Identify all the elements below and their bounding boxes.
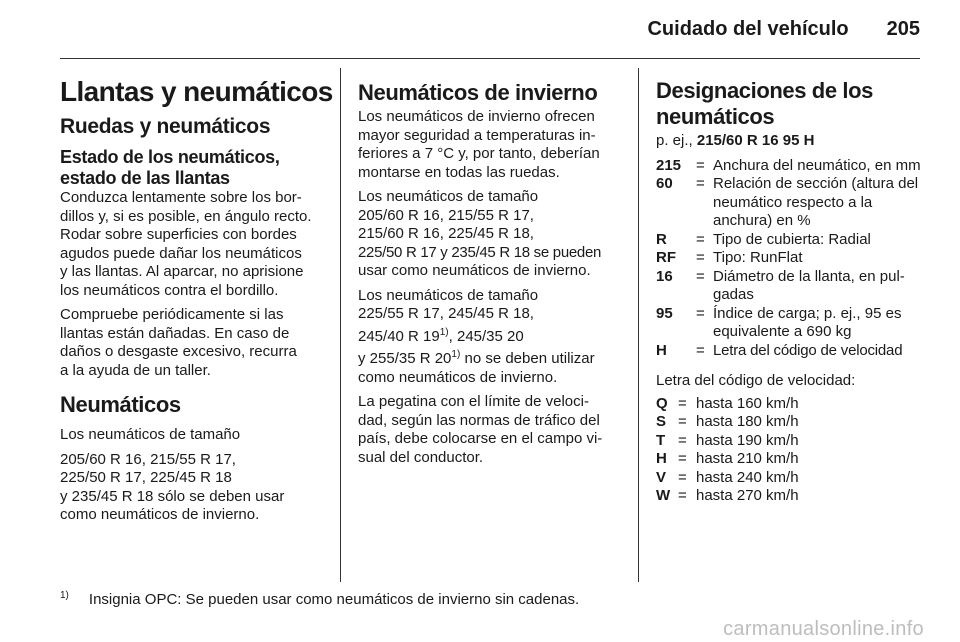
table-row bbox=[656, 305, 922, 342]
section-heading bbox=[656, 78, 932, 130]
paragraph bbox=[60, 189, 330, 300]
text-fragment: y 255/35 R 20 bbox=[358, 350, 452, 367]
designation-table bbox=[656, 157, 922, 361]
text-line: como neumáticos de invierno. bbox=[358, 368, 558, 386]
speed-desc: hasta 210 km/h bbox=[696, 450, 799, 467]
speed-table bbox=[656, 395, 799, 506]
text-line: 215/60 R 16, 225/45 R 18, bbox=[358, 225, 534, 242]
paragraph bbox=[358, 287, 630, 388]
text-line: 225/50 R 17, 225/45 R 18 bbox=[60, 469, 232, 486]
equals-sign: = bbox=[696, 249, 705, 266]
speed-key: Q bbox=[656, 394, 668, 412]
text-line: dillos y, si es posible, en ángulo recto. bbox=[60, 207, 312, 225]
text-line: usar como neumáticos de invierno. bbox=[358, 262, 591, 279]
example-line bbox=[656, 132, 932, 151]
equals-sign: = bbox=[696, 267, 705, 285]
speed-desc: hasta 190 km/h bbox=[696, 431, 799, 449]
speed-key: W bbox=[656, 487, 671, 504]
text-line: Los neumáticos de tamaño bbox=[358, 286, 539, 304]
text-line: 225/55 R 17, 245/45 R 18, bbox=[358, 305, 534, 322]
designation-desc: Diámetro de la llanta, en pul- gadas bbox=[713, 267, 905, 303]
speed-desc: hasta 240 km/h bbox=[696, 468, 799, 486]
running-header bbox=[647, 18, 920, 41]
speed-desc: hasta 160 km/h bbox=[696, 394, 799, 412]
text-line: llantas están dañadas. En caso de bbox=[60, 324, 290, 342]
text-line: mayor seguridad a temperaturas in- bbox=[358, 126, 596, 144]
table-row bbox=[656, 268, 922, 305]
equals-sign: = bbox=[696, 304, 705, 322]
paragraph bbox=[358, 108, 630, 182]
table-row bbox=[656, 157, 922, 176]
example-value: 215/60 R 16 95 H bbox=[696, 132, 815, 149]
designation-desc: Letra del código de velocidad bbox=[713, 341, 903, 359]
text-line bbox=[358, 324, 630, 347]
designation-desc: Tipo: RunFlat bbox=[713, 249, 803, 266]
heading-line: Designaciones de los bbox=[656, 78, 873, 103]
footnote-ref: 1) bbox=[439, 326, 449, 338]
page-number: 205 bbox=[886, 18, 920, 40]
table-row bbox=[656, 395, 799, 414]
watermark: carmanualsonline.info bbox=[723, 618, 924, 640]
text-line: a la ayuda de un taller. bbox=[60, 361, 211, 379]
text-fragment: 245/40 R 19 bbox=[358, 327, 440, 345]
designation-key: RF bbox=[656, 249, 676, 266]
equals-sign: = bbox=[696, 341, 705, 359]
designation-desc: Anchura del neumático, en mm bbox=[713, 156, 921, 174]
footnote-ref: 1) bbox=[451, 349, 461, 360]
text-line: daños o desgaste excesivo, recurra bbox=[60, 343, 297, 360]
speed-key: H bbox=[656, 450, 667, 467]
designation-key: 60 bbox=[656, 175, 673, 192]
text-line: feriores a 7 °C y, por tanto, deberían bbox=[358, 145, 600, 162]
text-fragment: , 245/35 20 bbox=[448, 327, 524, 345]
text-line: montarse en todas las ruedas. bbox=[358, 163, 560, 181]
subsection-heading-line: estado de las llantas bbox=[60, 168, 230, 188]
subsection-heading bbox=[60, 147, 330, 189]
section-heading: Neumáticos de invierno bbox=[358, 80, 598, 105]
footnote-text: Insignia OPC: Se pueden usar como neumáticos de invierno sin cadenas. bbox=[88, 591, 580, 608]
section-heading: Ruedas y neumáticos bbox=[60, 115, 271, 138]
heading-line: neumáticos bbox=[656, 104, 775, 129]
speed-desc: hasta 270 km/h bbox=[696, 487, 799, 504]
text-line: La pegatina con el límite de veloci- bbox=[358, 393, 589, 410]
designation-key: 95 bbox=[656, 304, 673, 322]
text-line: Los neumáticos de invierno ofrecen bbox=[358, 108, 595, 125]
text-line: y las llantas. Al aparcar, no aprisione bbox=[60, 263, 304, 280]
paragraph bbox=[60, 306, 330, 380]
text-line: 225/50 R 17 y 235/45 R 18 se pueden bbox=[358, 243, 602, 261]
column-divider-1 bbox=[340, 68, 341, 582]
speed-key: T bbox=[656, 431, 666, 449]
equals-sign: = bbox=[696, 175, 705, 192]
text-line: como neumáticos de invierno. bbox=[60, 506, 260, 523]
text-line: Rodar sobre superficies con bordes bbox=[60, 226, 297, 243]
equals-sign: = bbox=[678, 413, 687, 430]
text-line: los neumáticos contra el bordillo. bbox=[60, 281, 279, 299]
equals-sign: = bbox=[678, 468, 687, 486]
equals-sign: = bbox=[696, 156, 705, 174]
equals-sign: = bbox=[678, 450, 687, 467]
text-line: dad, según las normas de tráfico del bbox=[358, 411, 600, 429]
column-2 bbox=[358, 68, 630, 473]
table-row bbox=[656, 342, 922, 361]
equals-sign: = bbox=[696, 230, 705, 248]
text-fragment: no se deben utilizar bbox=[460, 350, 595, 367]
paragraph bbox=[358, 393, 630, 467]
header-rule bbox=[60, 58, 920, 59]
designation-key: R bbox=[656, 230, 667, 248]
table-row bbox=[656, 249, 922, 268]
table-row bbox=[656, 450, 799, 469]
paragraph bbox=[60, 426, 330, 445]
column-1 bbox=[60, 68, 333, 531]
text-line: Compruebe periódicamente si las bbox=[60, 306, 284, 323]
example-prefix: p. ej., bbox=[656, 132, 697, 149]
subsection-heading-line: Estado de los neumáticos, bbox=[60, 147, 280, 167]
table-row bbox=[656, 432, 799, 451]
section-title: Cuidado del vehículo bbox=[647, 18, 849, 40]
speed-intro: Letra del código de velocidad: bbox=[656, 372, 856, 389]
table-row bbox=[656, 469, 799, 488]
table-row bbox=[656, 175, 922, 231]
column-divider-2 bbox=[638, 68, 639, 582]
speed-key: S bbox=[656, 413, 667, 430]
equals-sign: = bbox=[678, 487, 687, 504]
designation-desc: Tipo de cubierta: Radial bbox=[713, 230, 871, 248]
designation-desc: Relación de sección (altura del neumático respecto a la anchura) en % bbox=[713, 175, 919, 229]
table-row bbox=[656, 487, 799, 506]
paragraph bbox=[358, 188, 630, 281]
text-line: Conduzca lentamente sobre los bor- bbox=[60, 189, 302, 206]
speed-key: V bbox=[656, 468, 667, 486]
equals-sign: = bbox=[678, 431, 687, 449]
column-3 bbox=[656, 68, 932, 506]
text-line: Los neumáticos de tamaño bbox=[60, 426, 241, 443]
section-heading: Neumáticos bbox=[60, 392, 181, 417]
speed-desc: hasta 180 km/h bbox=[696, 413, 799, 430]
text-line: 205/60 R 16, 215/55 R 17, bbox=[358, 206, 534, 224]
footnote-marker: 1) bbox=[60, 590, 69, 601]
text-line: Los neumáticos de tamaño bbox=[358, 188, 539, 205]
text-line: sual del conductor. bbox=[358, 448, 484, 466]
footnote bbox=[60, 590, 579, 608]
designation-key: 215 bbox=[656, 156, 682, 174]
designation-key: H bbox=[656, 341, 667, 359]
designation-key: 16 bbox=[656, 267, 673, 285]
text-line: 205/60 R 16, 215/55 R 17, bbox=[60, 450, 236, 468]
chapter-heading: Llantas y neumáticos bbox=[60, 76, 333, 107]
designation-desc: Índice de carga; p. ej., 95 es equivalente a 690 kg bbox=[713, 304, 902, 340]
text-line bbox=[358, 346, 630, 369]
text-line: país, debe colocarse en el campo vi- bbox=[358, 430, 603, 447]
paragraph bbox=[60, 451, 330, 525]
text-line: agudos puede dañar los neumáticos bbox=[60, 244, 302, 262]
table-row bbox=[656, 413, 799, 432]
table-row bbox=[656, 231, 922, 250]
text-line: y 235/45 R 18 sólo se deben usar bbox=[60, 487, 285, 505]
equals-sign: = bbox=[678, 394, 687, 412]
